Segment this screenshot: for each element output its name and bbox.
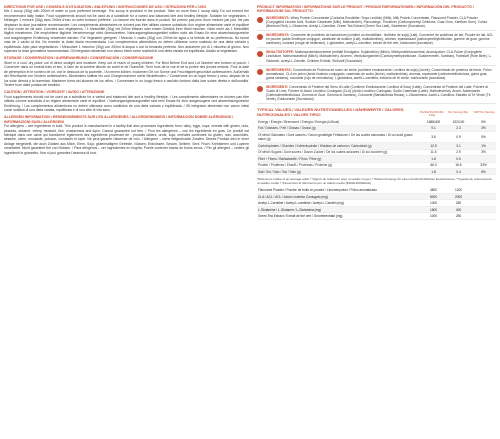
column-header-per-100g: Per/Par/Pro/Por/Per 100g [420,110,444,118]
nutrient-label: Salt / Sel / Salz / Sal / Sale (g) [257,169,421,175]
right-column [257,4,496,435]
table-row [257,169,496,175]
table-row [257,213,496,219]
ingredient-label: INGRÉDIENTS: [266,33,290,38]
value-ri: 3% [471,125,496,131]
value-per-serving: 16.6 [446,162,471,168]
ingredients-list [257,14,496,105]
allergen-title: ALLERGEN INFORMATION / RENSEIGNEMENTS SUR LES ALLERGÈNES / ALLERGIEHINWEIS / INFORMACIÓN SOBRE ALÉRGENOS / INFORMAZIONI SUGLI ALLERGENI [4,115,234,124]
value-ri: 3% [471,149,496,155]
value-per-100g: 1.8 [421,156,446,162]
allergen-text: For allergens – see ingredients in bold. This product is manufactured in a facility that also processes ingredients from: dairy, eggs, soya, cereals with gluten, nuts, peanuts, sesame, celery, mustard, fish, crustaceans and lupin. Cannot guarantee nut free. / Pour les allergènes – voir les ingrédients en gras. Ce produit est fabriqué dans une usine qui transforme également des ingrédients provenant de : produits laitiers, œufs, soja, céréales contenant du gluten, noix, arachides, sésame, céleri, moutarde, poisson, crustacés et lupin. Ne peut garantir l'absence de noix. / Allergene – siehe fettgedruckte Zutaten. Dieses Produkt wird in einer Anlage hergestellt, die auch Zutaten aus Milch, Eiern, Soja, glutenhaltigem Getreide, Nüssen, Erdnüssen, Sesam, Sellerie, Senf, Fisch, Krebstieren und Lupinen verarbeitet. Nicht garantiert frei von Nüssen. / Para alérgenos – ver ingredientes en negrita. Puede contener trazas de frutos secos. / Per gli allergeni – vedere gli ingredienti in grassetto. Non si può garantire l'assenza di noci. [4,124,249,155]
active-label: L-Glutamine / L-Glutamin / L-Glutamina (mg) [257,206,421,212]
ingredient-row [257,48,496,65]
value-ri: 5% [471,119,496,125]
value-ri: 33% [471,162,496,168]
ingredient-label: INHALTSSTOFFE: [266,50,295,55]
product-info-title: PRODUCT INFORMATION / INFORMATIONS SUR LE PRODUIT / PRODUKTINFORMATIONEN / INFORMACIÓN DEL PRODUCTO / INFORMAZIONI SUL PRODOTTO [257,5,474,14]
ingredient-text: Whey Protein Concentrate (Contains Emulsifier: Soya Lecithin) (Milk), Milk Protein Concentrate, Flavoured Powder, CLA Powder (Conjugated Linoleic Acid, Sodium Caseinate (Milk), Maltodextrin), Flavourings, Thickener (Carboxymethyl Cellulose, Guar Gum, Xanthan Gum), Colour (Beetroot Red), L-Glutamine, Acetyl-L-Carnitine, Green Tea Extract (Green Tea Leaf), Sweetener (Sucralose). [266,15,488,28]
active-label: Green Tea Extract / Extrait de thé vert / Grünteeextrakt (mg) [257,213,421,219]
value-per-serving: 2.9 [446,149,471,155]
value-per-serving: 2.3 [446,125,471,131]
nutrition-column-headers [420,111,496,118]
value-per-100g: 1000 [421,213,446,219]
active-ingredients-table [257,187,496,219]
active-label: Flavoured Powder / Poudre de fruits en poudre / Limonenpulver / Polvo aromatizado [257,187,421,193]
language-flag-icon [257,17,263,23]
left-column [4,4,249,435]
nutrient-label: Of which Saturates / Dont saturés / Davon gesättigte Fettsäuren / De las cuales saturadas / Di cui acidi grassi saturi (g) [257,132,421,143]
nutrient-label: Carbohydrates / Glucides / Kohlenhydrate / Hidratos de carbono / Carboidrati (g) [257,143,421,149]
allergen-section [4,115,249,155]
ingredient-text: Concentrato di Proteine del Siero di Latte (Contiene Emulsionante: Lecitina di Soia) (Latte), Concentrato di Proteine del Latte, Polvere al Gusto di Lime, Polvere di Acido Linoleico Coniugato (CLA) (Acido Linoleico Coniugato, Sodio Caseinato (Latte), Maltodestrina), Aromi, Addensante (Carbossimetilcellulosa, Gomma di Guar, Gomma di Xantano), Colorante (Barbabietola Rossa), L-Glutammina, Acetil-L-Carnitina, Estratto di Tè Verde (Tè Verde), Edulcorante (Sucralosio). [266,84,491,102]
value-per-100g: 1000 [421,200,446,206]
nutrient-label: Of which Sugars / Dont sucres / Davon Zucker / De los cuales azúcares / Di cui zuccheri (g) [257,149,421,155]
value-ri: 1% [471,143,496,149]
nutrient-label: Energy / Énergie / Brennwert / Energía / Energia (kJ/kcal) [257,119,421,125]
value-per-100g: 11.5 [421,149,446,155]
storage-title: STORAGE / CONSERVATION / AUFBEWAHRUNG / CONSERVACIÓN / CONSERVAZIONE [4,56,154,61]
value-per-100g: 66.3 [421,162,446,168]
nutrient-label: Protein / Protéines / Eiweiß / Proteínas / Proteine (g) [257,162,421,168]
reference-intake-footnote: *Reference intake of an average adult / *Apport de référence pour un adulte moyen / *Referenzmenge für einen durchschnittlichen Erwachsenen / *Ingesta de referencia de un adulto medio / *Assunzioni di riferimento per un adulto medio (8400kJ/2000kcal) [257,177,492,186]
value-per-100g: 3.6 [421,132,446,143]
column-header-ri: %RI* Per Serving [473,110,495,114]
caution-title: CAUTION / ATTENTION / VORSICHT / AVISO / ATTENZIONE [4,90,105,95]
caution-text: Food supplements should not be used as a substitute for a varied and balanced diet and a healthy lifestyle. / Les compléments alimentaires ne doivent pas être utilisés comme substituts d'un régime alimentaire varié et équilibré. / Nahrungsergänzungsmittel sind kein Ersatz für eine ausgewogene und abwechslungsreiche Ernährung. / Los complementos alimenticios no deben utilizarse como sustitutos de una dieta variada y equilibrada. / Gli integratori alimentari non vanno intesi come sostituti di una dieta variata, equilibrata e di uno stile di vita sano. [4,94,249,112]
value-per-serving: 0.4 [446,169,471,175]
language-flag-icon [257,51,263,57]
value-per-serving: 1200 [446,187,471,193]
value-per-100g: 1688/400 [421,119,446,125]
value-per-serving: 0.5 [446,156,471,162]
caution-section [4,90,249,112]
value-ri: 5% [471,132,496,143]
active-label: CLA / ACL / ACL / Acido Linoleico Coniugato (mg) [257,193,421,199]
active-label: Acetyl-L-Carnitine / Acétyl-L-carnitine / Acetyl-L-Carnitin (mg) [257,200,421,206]
value-ri [471,213,496,219]
value-per-100g: 4800 [421,187,446,193]
value-ri: 8% [471,169,496,175]
nutrition-title: TYPICAL VALUES / VALEURS NUTRITIONNELLES / NÄHRWERTE / VALORES NUTRICIONALES / VALORI TIPICI [257,107,404,118]
storage-text: Store in a cool, dry place out of direct sunlight and moisture. Keep out of reach of young children. For Best Before End and Lot Number see bottom of pouch. / Conserver dans un endroit frais et sec, à l'abri de la lumière directe du soleil et de l'humidité. Tenir hors de la vue et de la portée des jeunes enfants. Pour la date de péremption et le numéro de lot, voir le dessous de la pochette. / An einem kühlen, trockenen Ort vor Sonne und Feuchtigkeit geschützt aufbewahren. Außerhalb der Reichweite von Kindern aufbewahren. Mindestens haltbar bis und Chargennummer siehe Beutelboden. / Consérvese en un lugar fresco y seco, alejado de la luz solar directa y la humedad. Mantener fuera del alcance de los niños. / Conservare in un luogo fresco e asciutto lontano dalla luce solare diretta e dall'umidità. Tenere fuori dalla portata dei bambini. [4,60,249,87]
value-per-serving: 3.1 [446,143,471,149]
ingredient-label: INGREDIENTS: [266,15,290,20]
value-per-serving: 250 [446,200,471,206]
ingredient-label: INGREDIENTI: [266,84,289,89]
directions-section [4,5,249,53]
storage-section [4,56,249,87]
value-per-100g: 8000 [421,193,446,199]
ingredient-row [257,31,496,48]
value-per-serving: 400 [446,206,471,212]
value-per-serving: 2000 [446,193,471,199]
value-per-serving: 0.9 [446,132,471,143]
value-per-serving: 422/100 [446,119,471,125]
value-per-100g: 1600 [421,206,446,212]
nutrition-header [257,107,496,117]
ingredient-text: Concentré de protéines de lactosérum (contient un émulsifiant : lécithine de soja) (Lait), Concentré de protéines de lait, Poudre de lait, ACL en poudre (acide linoléique conjugué, caséinate de sodium (Lait), maltodextrine), arômes, épaississant (carboxyméthylcellulose, gomme de guar, gomme xanthane), colorant (rouge de betterave), L-glutamine, acétyl-L-carnitine, extrait de thé vert, édulcorant (sucralose). [266,33,494,46]
nutrition-table [257,119,496,175]
value-per-100g: 12.5 [421,143,446,149]
language-flag-icon [257,34,263,40]
directions-text: Mix 1 scoop (30g) with 200ml of water or your preferred beverage. The scoop is provided in the product. Take no more than 1 scoop daily. Do not exceed the recommended daily intake. Food supplements should not be used as a substitute for a varied and balanced diet and healthy lifestyle. Suitable for vegetarians. / Mélanger 1 mesure (30g) avec 200ml d'eau ou votre boisson préférée. La mesure est fournie dans le produit. Ne prenez pas plus d'une mesure par jour. Ne pas dépasser la dose journalière recommandée. Les compléments alimentaires ne doivent pas être utilisés comme substituts d'un régime alimentaire varié et équilibré et d'un mode de vie sain. Convient aux végétariens. / 1 Messlöffel (30g) mit 200ml Wasser oder einem Getränk Ihrer Wahl mischen. Nicht mehr als 1 Messlöffel täglich einnehmen. Die empfohlene tägliche Verzehrmenge nicht überschreiten. Nahrungsergänzungsmittel sollten nicht als Ersatz für eine abwechslungsreiche und ausgewogene Ernährung verwendet werden. Für Vegetarier geeignet. / Mezclar 1 cacito (30g) con 200ml de agua o la bebida de su preferencia. No tomar más de 1 cacito al día. No exceder la dosis diaria recomendada. Los complementos alimenticios no deben utilizarse como sustituto de una dieta variada y equilibrada. Apto para vegetarianos. / Mescolare 1 misurino (30g) con 200ml di acqua o con la bevanda preferita. Non assumere più di 1 misurino al giorno. Non superare la dose giornaliera raccomandata. Gli integratori alimentari non vanno intesi come sostituti di una dieta variata ed equilibrata. Adatto ai vegetariani. [4,9,249,54]
nutrient-label: Fibre / Fibres / Ballaststoffe / Fibra / Fibre (g) [257,156,421,162]
column-header-per-serving: Per Serving 30g [448,110,468,114]
value-per-100g: 1.8 [421,169,446,175]
value-per-serving: 250 [446,213,471,219]
language-flag-icon [257,86,263,92]
directions-title: DIRECTIONS FOR USE / CONSEILS D'UTILISATION / ANLEITUNG / INSTRUCCIONES DE USO / ISTRUZIONI PER L'USO [4,5,207,9]
nutrient-label: Fat / Graisses / Fett / Grasas / Grassi (g) [257,125,421,131]
ingredient-row [257,83,496,104]
ingredient-row [257,14,496,31]
table-row [257,132,496,143]
ingredient-label: INGREDIENTES: [266,67,292,72]
language-flag-icon [257,69,263,75]
ingredient-text: Concentrado de Proteína de suero de leche (contiene emulsionante: Lecitina de soja) (Leche), Concentrado de proteína de leche, Polvo aromatizado, CLA en polvo (ácido linoleico conjugado, caseinato de sodio (leche), maltodextrina), aromas, espesante (carboximetilcelulosa, goma guar, goma xantana), colorante (rojo de remolacha), L-glutamina, acetil-L-carnitina, extracto de té verde, edulcorante (sucralosa). [266,67,492,80]
ingredient-text: Molkenproteinkonzentrat (enthält Emulgator: Sojalecithin) (Milch), Milchproteinkonzentrat, Aromapulver, CLA-Pulver (Konjugierte Linolsäure, Natriumcaseinat (Milch), Maltodextrin), Aromen, Verdickungsmittel (Carboxymethylcellulose, Guarkernmehl, Xanthan), Farbstoff (Rote Bete), L-Glutamin, Acetyl-L-Carnitin, Grüntee-Extrakt, Süßstoff (Sucralose). [266,50,492,63]
ingredient-row [257,66,496,83]
value-per-100g: 9.1 [421,125,446,131]
